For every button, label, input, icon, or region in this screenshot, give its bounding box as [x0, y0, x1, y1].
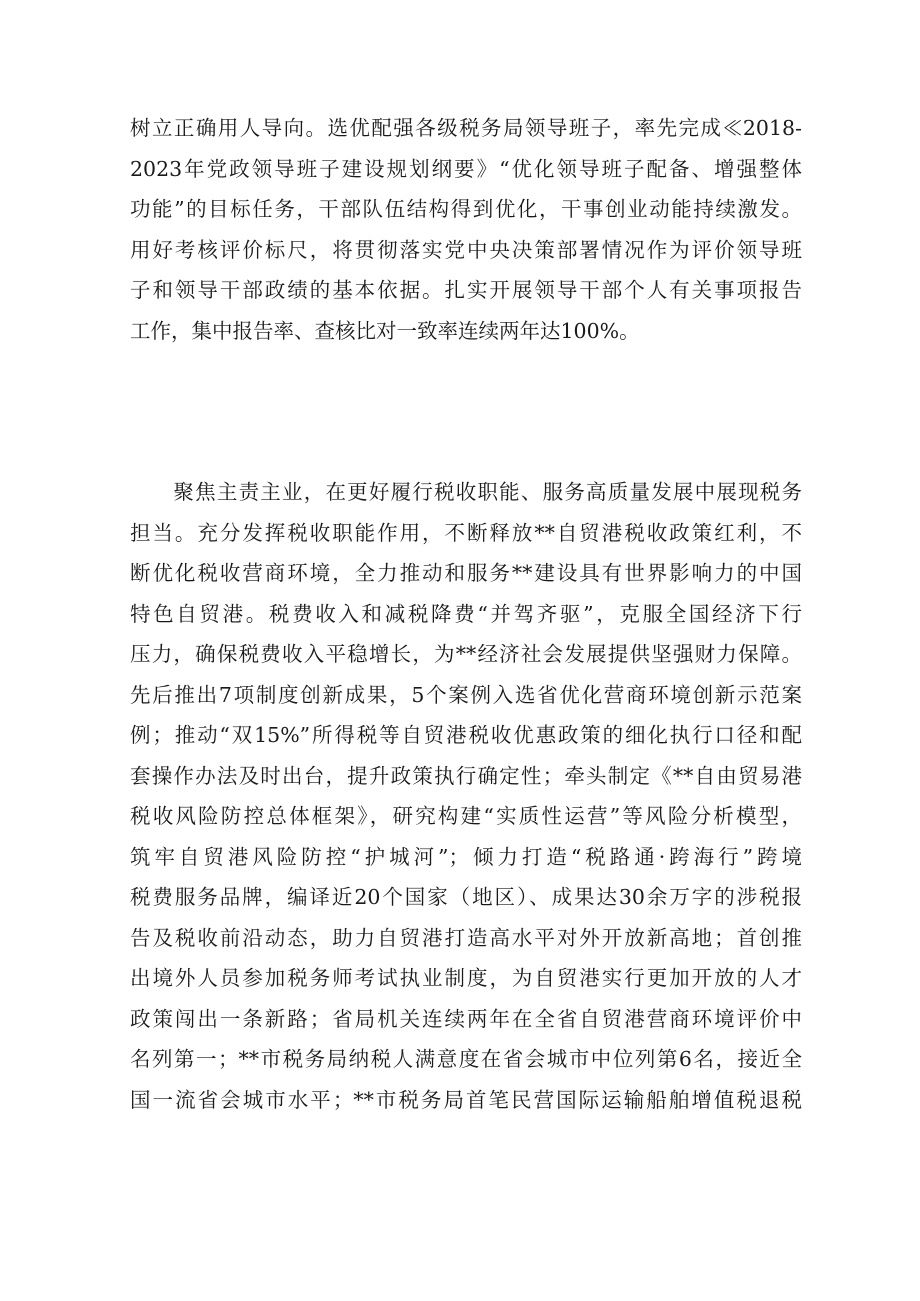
text-line: 特色自贸港。税费收入和减税降费“并驾齐驱”，克服全国经济下行: [130, 601, 802, 626]
text-line: 政策闯出一条新路；省局机关连续两年在全省自贸港营商环境评价中: [130, 1006, 802, 1031]
text-line: 聚焦主责主业，在更好履行税收职能、服务高质量发展中展现税务: [130, 480, 802, 504]
text-line: 名列第一；**市税务局纳税人满意度在省会城市中位列第6名，接近全: [130, 1047, 802, 1071]
text-line: 套操作办法及时出台，提升政策执行确定性；牵头制定《**自由贸易港: [130, 763, 802, 788]
text-line: 用好考核评价标尺，将贯彻落实党中央决策部署情况作为评价领导班: [130, 237, 802, 262]
text-line: 国一流省会城市水平；**市税务局首笔民营国际运输船舶增值税退税: [130, 1087, 802, 1112]
text-line: 担当。充分发挥税收职能作用，不断释放**自贸港税收政策红利，不: [130, 520, 802, 545]
text-line: 筑牢自贸港风险防控“护城河”；倾力打造“税路通·跨海行”跨境: [130, 844, 802, 869]
paragraph-1: [130, 108, 802, 351]
paragraph-2: [130, 472, 802, 1120]
text-line: 出境外人员参加税务师考试执业制度，为自贸港实行更加开放的人才: [130, 966, 802, 990]
text-line: 2023年党政领导班子建设规划纲要》“优化领导班子配备、增强整体: [130, 156, 802, 181]
text-line: 功能”的目标任务，干部队伍结构得到优化，干事创业动能持续激发。: [130, 197, 802, 221]
text-line: 工作，集中报告率、查核比对一致率连续两年达100%。: [130, 318, 640, 343]
text-line: 树立正确用人导向。选优配强各级税务局领导班子，率先完成≪2018-: [130, 116, 802, 140]
text-line: 子和领导干部政绩的基本依据。扎实开展领导干部个人有关事项报告: [130, 278, 802, 302]
text-line: 税费服务品牌，编译近20个国家（地区）、成果达30余万字的涉税报: [130, 885, 802, 909]
text-line: 先后推出7项制度创新成果，5个案例入选省优化营商环境创新示范案: [130, 682, 802, 707]
text-line: 断优化税收营商环境，全力推动和服务**建设具有世界影响力的中国: [130, 561, 802, 585]
text-line: 告及税收前沿动态，助力自贸港打造高水平对外开放新高地；首创推: [130, 925, 802, 950]
text-line: 例；推动“双15%”所得税等自贸港税收优惠政策的细化执行口径和配: [130, 723, 802, 747]
text-line: 压力，确保税费收入平稳增长，为**经济社会发展提供坚强财力保障。: [130, 642, 802, 666]
text-line: 税收风险防控总体框架》，研究构建“实质性运营”等风险分析模型，: [130, 804, 802, 828]
